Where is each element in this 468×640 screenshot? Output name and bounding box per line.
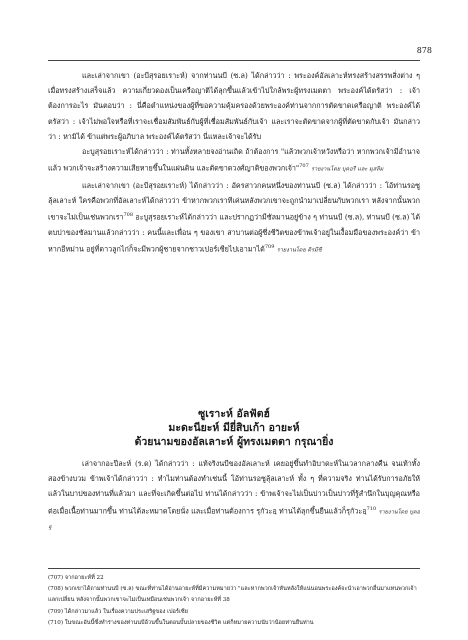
footnote-rule [48,568,420,569]
footnote: (708) พวกเขาได้ถามท่านนบี (ซ.ล) ขณะที่ท่านได้อ่านอายะห์ที่มีความหมายว่า "และหากพวกเจ้าหันหลังให้แน่นอนพระองค์จะนำเอาพวกอื่นมาแทนพวกเจ้าแลกเปลี่ยน หลังจากนั้นพวกเขาจะไม่เป็นเหมือนเช่นพวกเจ้า จากอายะห์ที่ 38 [48,586,417,604]
header-rule [48,60,420,61]
paragraph: อะบูสุรอยเราะห์ได้กล่าวว่า : ท่านทั้งหลายจงอ่านเถิด ถ้าต้องการ "แล้วพวกเจ้าหวังหรือว่า หากพวกเจ้ามีอำนาจแล้ว พวกเจ้าจะสร้างความเสียหายขึ้นในแผ่นดิน และตัดขาดวงศ์ญาติของพวกเจ้า"$^{707}$ รายงานโดย บุคอรี และ มุสลิม [48,147,420,173]
paragraph: และเล่าจากเขา (อะบีสุรอยเราะห์) ได้กล่าวว่า : อัครสาวกคนหนึ่งของท่านนบี (ซ.ล) ได้กล่าวว่า : โอ้ท่านรอซูลุ้ลเลาะห์ ใครคือพวกที่อัลเลาะห์ได้กล่าวว่า ข้าหากพวกเราทีเค่นหลังพวกเขาจะถูกนำมาเปลี่ยนกับพวกเรา หลังจากนั้นพวกเขาจะไม่เป็นเช่นพวกเรา$^{708}$ อะบูสุรอยเราะห์ได้กล่าวว่า และปรากฏว่ามีซัลมานอยู่ข้าง ๆ ท่านนบี (ซ.ล), ท่านนบี (ซ.ล) ได้ตบบ่าของซัลมานแล้วกล่าวว่า : คนนี้และเพื่อน ๆ ของเขา สาบานต่อผู้ซึ่งชีวิตของข้าพเจ้าอยู่ในเงื้อมมือของพระองค์ว่า ข้าหากอีหม่าน อยู่ที่ดาวลูกไก่ก็จะมีพวกผู้ชายจากชาวเปอร์เซียไปเอามาได้$^{709}$ รายงานโดย ติรมีซี [48,180,421,254]
footnotes [48,573,420,629]
footnote-ref: 710 [366,505,377,512]
section-two [48,456,420,537]
paragraph: เล่าจากอะปีละห์ (ร.ด) ได้กล่าวว่า : แท้จริงนบีของอัลเลาะห์ เคยอยู่ขึ้นทำอิบาดะห์ในเวลากลางคืน จนเท้าทั้งสองข้างบวม ข้าพเจ้าได้กล่าวว่า : ทำไมท่านต้องทำเช่นนี้ โอ้ท่านรอซูลุ้ลเลาะห์ ทั้ง ๆ ที่ความจริง ท่านได้รับการอภัยให้แล้วในบาปของท่านที่แล้วมา และที่จะเกิดขึ้นต่อไป ท่านได้กล่าวว่า : ข้าพเจ้าจะไม่เป็นบ่าวเป็นบ่าวที่รู้สำนึกในบุญคุณหรือ ต่อเมื่อเนื้อท่านมากขึ้น ท่านได้ละหมาดโดยนั่ง และเมื่อท่านต้องการ รุกัวะอฺ ท่านได้ลุกขึ้นยืนแล้วก็รุกัวะอฺ$^{710}$ รายงานโดย บุคอรี [48,459,421,533]
source-note: รายงานโดย บุคอรี [48,509,421,533]
chapter-heading [48,407,420,449]
page-number: 878 [416,46,432,55]
footnote: (710) ในขณะอันนี้ซึ่งทำร่างของท่านนบีอ้วนขึ้นในตอนบั้นปลายของชีวิต แต่ก็หมายความนับว่าน้อยท่านยืนท่าน [48,619,314,626]
chapter-title: ซูเราะห์ อัลฟัตฮ์ [198,408,270,420]
section-one [48,68,420,259]
footnote: (709) ได้กล่าวมาแล้ว ในเรื่องความประเสริฐของ เปอร์เซีย [48,608,188,615]
footnote-ref: 709 [264,244,275,251]
paragraph: และเล่าจากเขา (อะบีสุรอยเราะห์) จากท่านนบี (ซ.ล) ได้กล่าวว่า : พระองค์อัลเลาะห์ทรงสร้างสรรพสิ่งต่าง ๆ เมื่อทรงสร้างเสร็จแล้ว ความเกี่ยวดองเป็นเครือญาติได้ลุกขึ้นแล้วเข้าไปใกล้พระผู้ทรงเมตตา พระองค์ได้ตรัสว่า : เจ้าต้องการอะไร มันตอบว่า : นี่คือตำแหน่งของผู้ที่ขอความคุ้มครองด้วยพระองค์ท่านจากการตัดขาดเครือญาติ พระองค์ได้ตรัสว่า : เจ้าไม่พอใจหรือที่เราจะเชื่อมสัมพันธ์กับผู้ที่เชื่อมสัมพันธ์กับเจ้า และเราจะตัดขาดจากผู้ที่ตัดขาดกับเจ้า มันกล่าวว่า : หามิได้ ข้าแต่พระผู้อภิบาล พระองค์ได้ตรัสว่า นี่แหละเจ้าจะได้รับ [48,71,420,141]
chapter-subtitle: มะดะนียะห์ มียี่สิบเก้า อายะห์ [168,422,300,434]
footnote: (707) จากอายะห์ที่ 22 [48,575,104,581]
footnote-ref: 708 [123,212,134,219]
source-note: รายงานโดย บุคอรี และ มุสลิม [311,166,384,173]
footnote-ref: 707 [299,163,309,170]
basmala: ด้วยนามของอัลเลาะห์ ผู้ทรงเมตตา กรุณายิ่ง [134,436,334,448]
source-note: รายงานโดย ติรมีซี [276,247,322,254]
